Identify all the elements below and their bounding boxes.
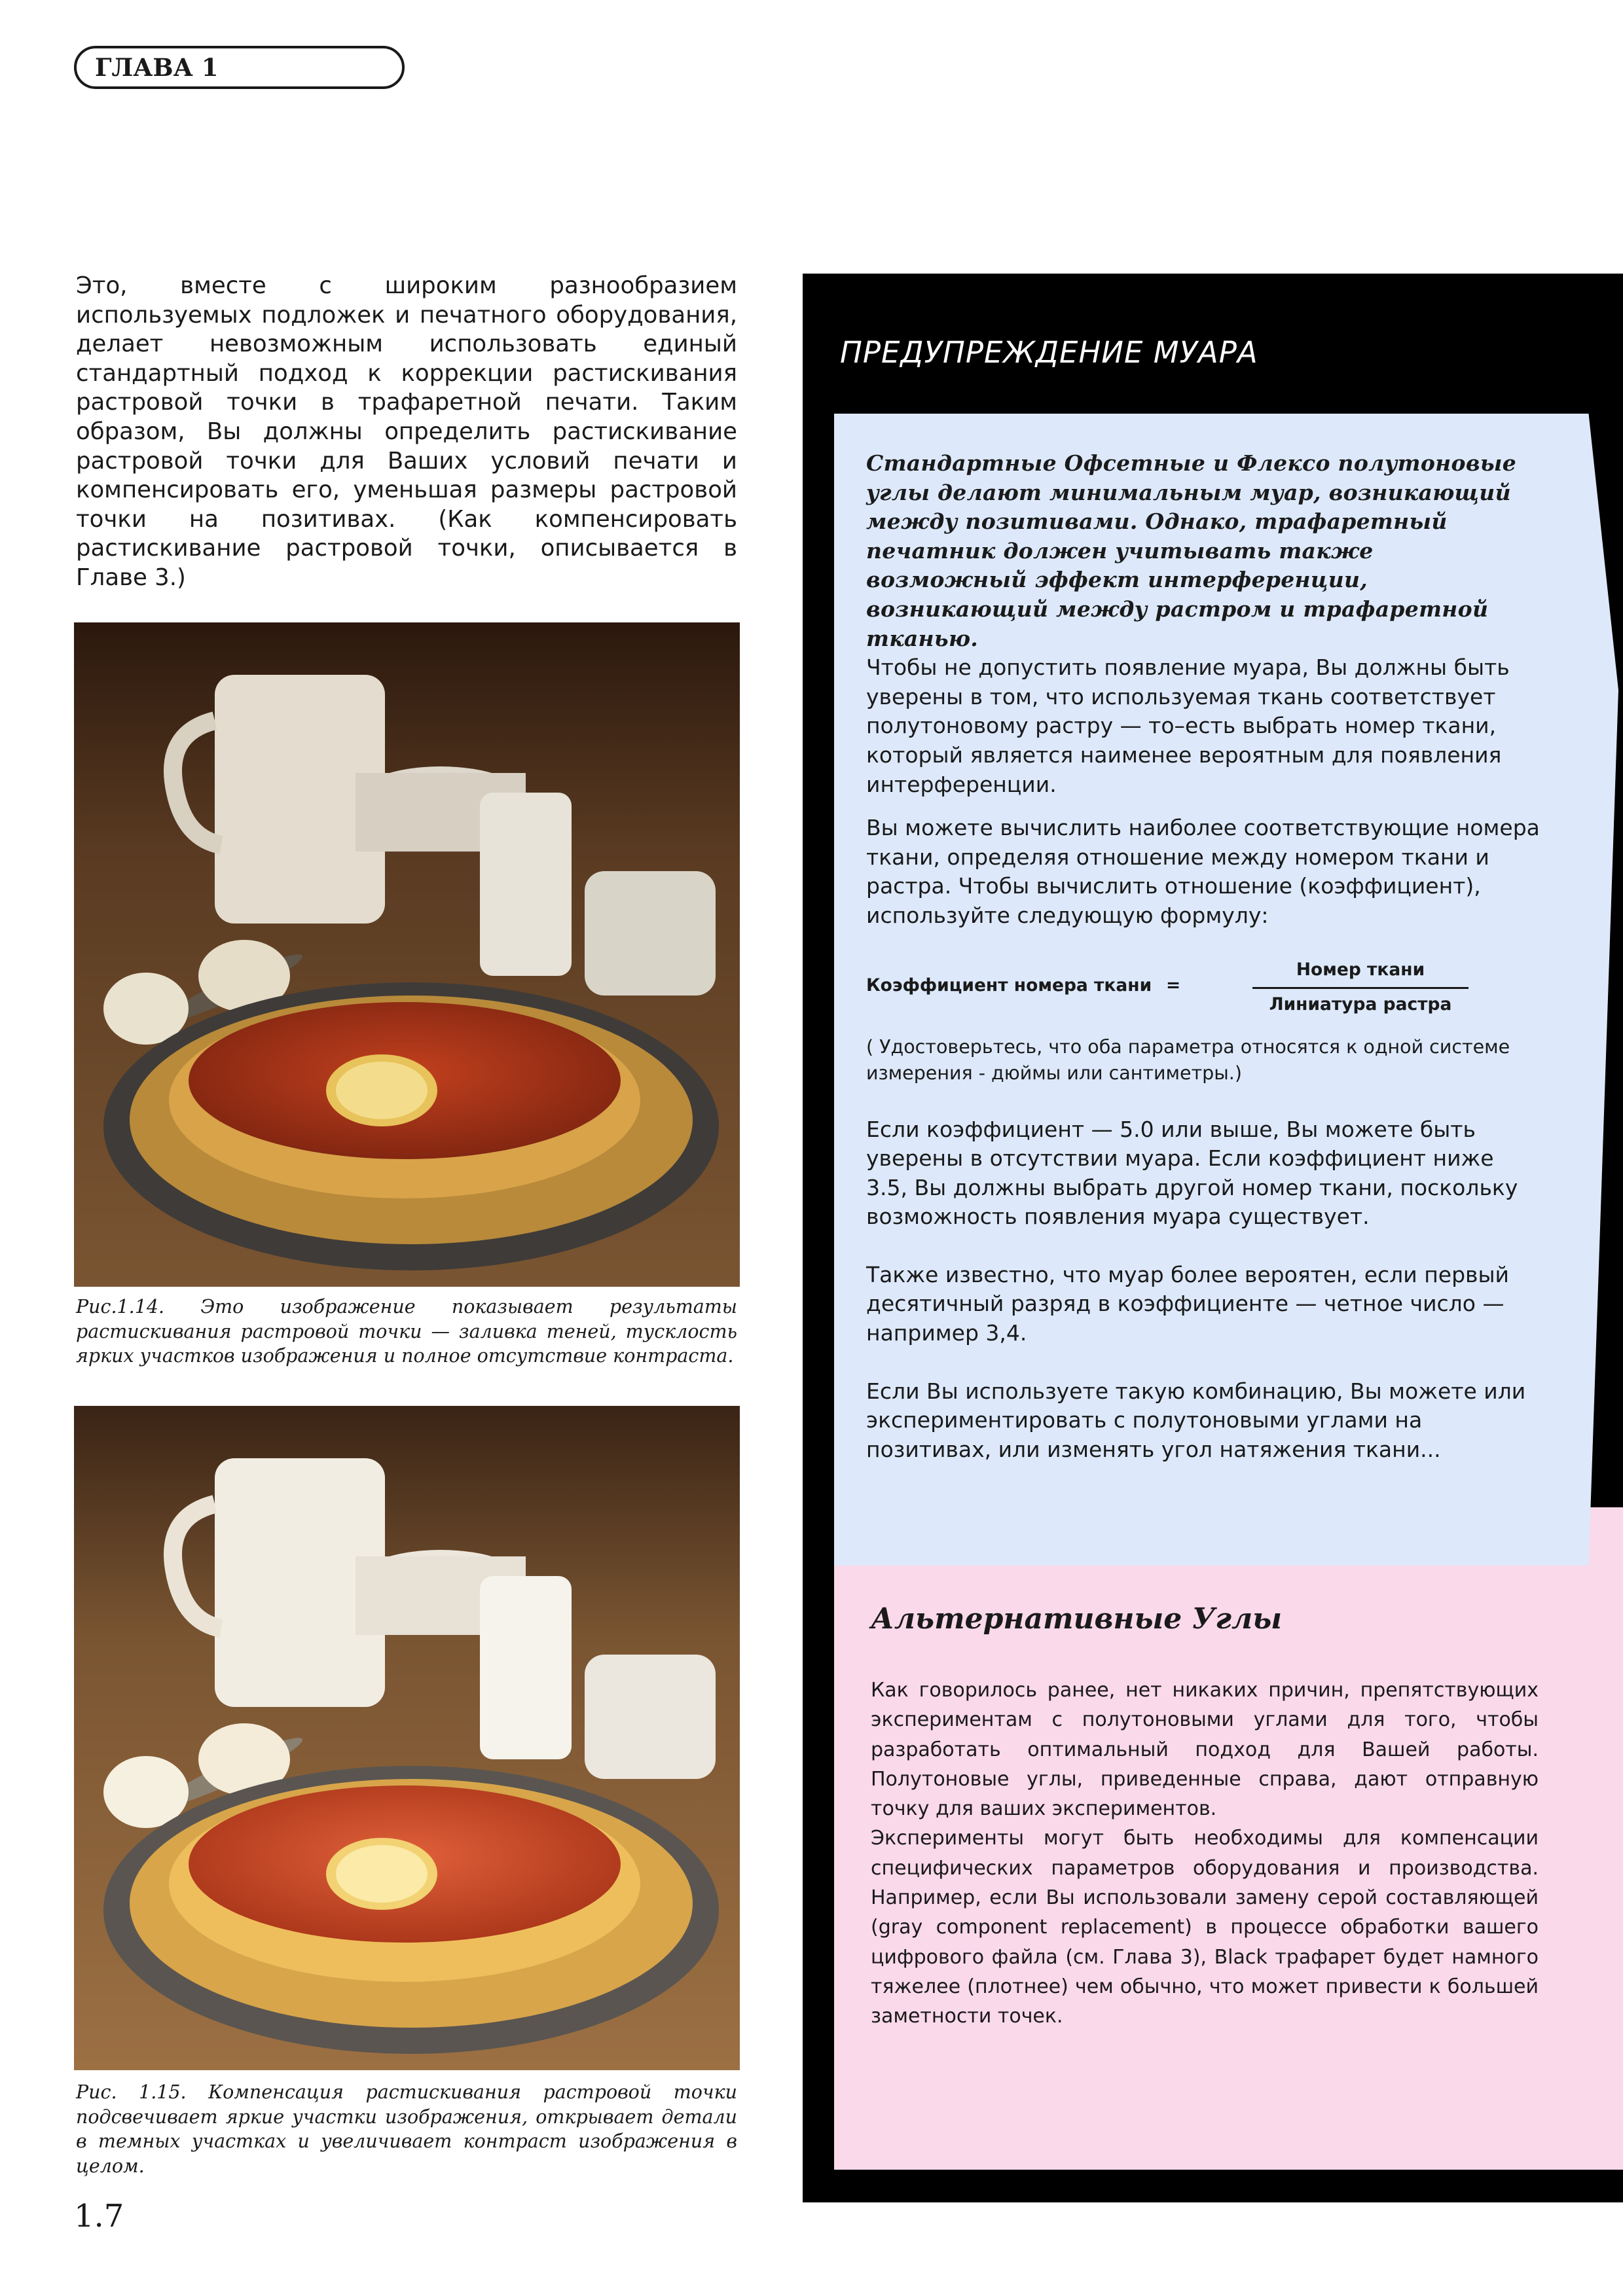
formula-label: Коэффициент номера ткани <box>866 975 1152 996</box>
sidebar-lead: Стандартные Офсетные и Флексо полутоновые углы делают минимальным муар, возникающий между позитивами. Однако, трафаретный печатник должен учитывать также возможный эффект интерференции, возникающий между растром и трафаретной тканью. <box>866 450 1517 651</box>
figure-1-14-caption: Рис.1.14. Это изображение показывает результаты растискивания растровой точки — заливка теней, тусклость ярких участков изображения и полное отсутствие контраста. <box>76 1296 737 1367</box>
formula-denominator: Линиатура растра <box>1269 994 1452 1015</box>
sidebar-title: ПРЕДУПРЕЖДЕНИЕ МУАРА <box>840 335 1258 370</box>
sidebar-paragraph: Вы можете вычислить наиболее соответствующие номера ткани, определяя отношение между номером ткани и растра. Чтобы вычислить отношение (коэффициент), используйте следующую формулу: <box>866 815 1540 928</box>
chapter-tab: ГЛАВА 1 <box>74 46 405 89</box>
mesh-ratio-formula <box>866 956 1541 1015</box>
alternative-angles-paragraph: Эксперименты могут быть необходимы для компенсации специфических параметров оборудования и производства. Например, если Вы использовали замену серой составляющей (gray component replacement) в процессе обработки вашего цифрового файла (см. Глава 3), Black трафарет будет намного тяжелее (плотнее) чем обычно, что может привести к большей заметности точек. <box>871 1827 1539 2028</box>
flan-photo-corrected <box>74 1406 740 2070</box>
alternative-angles-paragraph: Как говорилось ранее, нет никаких причин, препятствующих экспериментам с полутоновыми углами для того, чтобы разработать оптимальный подход для Вашей работы. Полутоновые углы, приведенные справа, дают отправную точку для ваших экспериментов. <box>871 1679 1539 1821</box>
sidebar-paragraph: Если коэффициент — 5.0 или выше, Вы можете быть уверены в отсутствии муара. Если коэффициент ниже 3.5, Вы должны выбрать другой номер ткани, поскольку возможность появления муара существует. <box>866 1116 1518 1230</box>
sidebar-paragraph: Чтобы не допустить появление муара, Вы должны быть уверены в том, что используемая ткань соответствует полутоновому растру — то–есть выбрать номер ткани, который является наименее вероятным для появления интерференции. <box>866 655 1510 797</box>
units-note: ( Удостоверьтесь, что оба параметра относятся к одной системе измерения - дюймы или сантиметры.) <box>866 1035 1510 1084</box>
sidebar-paragraph: Если Вы используете такую комбинацию, Вы можете или экспериментировать с полутоновыми углами на позитивах, или изменять угол натяжения ткани... <box>866 1378 1526 1462</box>
formula-equals: = <box>1166 975 1181 996</box>
formula-numerator: Номер ткани <box>1252 956 1468 990</box>
figure-1-14-photo <box>74 622 740 1287</box>
alternative-angles-body <box>871 1676 1539 2032</box>
figure-1-15-photo <box>74 1406 740 2070</box>
page-number: 1.7 <box>74 2198 124 2234</box>
flan-photo-dull <box>74 622 740 1287</box>
figure-1-15-caption: Рис. 1.15. Компенсация растискивания растровой точки подсвечивает яркие участки изображения, открывает детали в темных участках и увеличивает контраст изображения в целом. <box>76 2081 737 2177</box>
formula-fraction <box>1252 956 1468 1020</box>
alternative-angles-heading: Альтернативные Углы <box>871 1602 1283 1636</box>
intro-paragraph: Это, вместе с широким разнообразием используемых подложек и печатного оборудования, делает невозможным использовать единый стандартный подход к коррекции растискивания растровой точки в трафаретной печати. Таким образом, Вы должны определить растискивание растровой точки для Ваших условий печати и компенсировать его, уменьшая размеры растровой точки на позитивах. (Как компенсировать растискивание растровой точки, описывается в Главе 3.) <box>76 272 737 591</box>
sidebar-paragraph: Также известно, что муар более вероятен, если первый десятичный разряд в коэффициенте — четное число — например 3,4. <box>866 1261 1509 1346</box>
moire-warning-content <box>866 449 1541 1464</box>
